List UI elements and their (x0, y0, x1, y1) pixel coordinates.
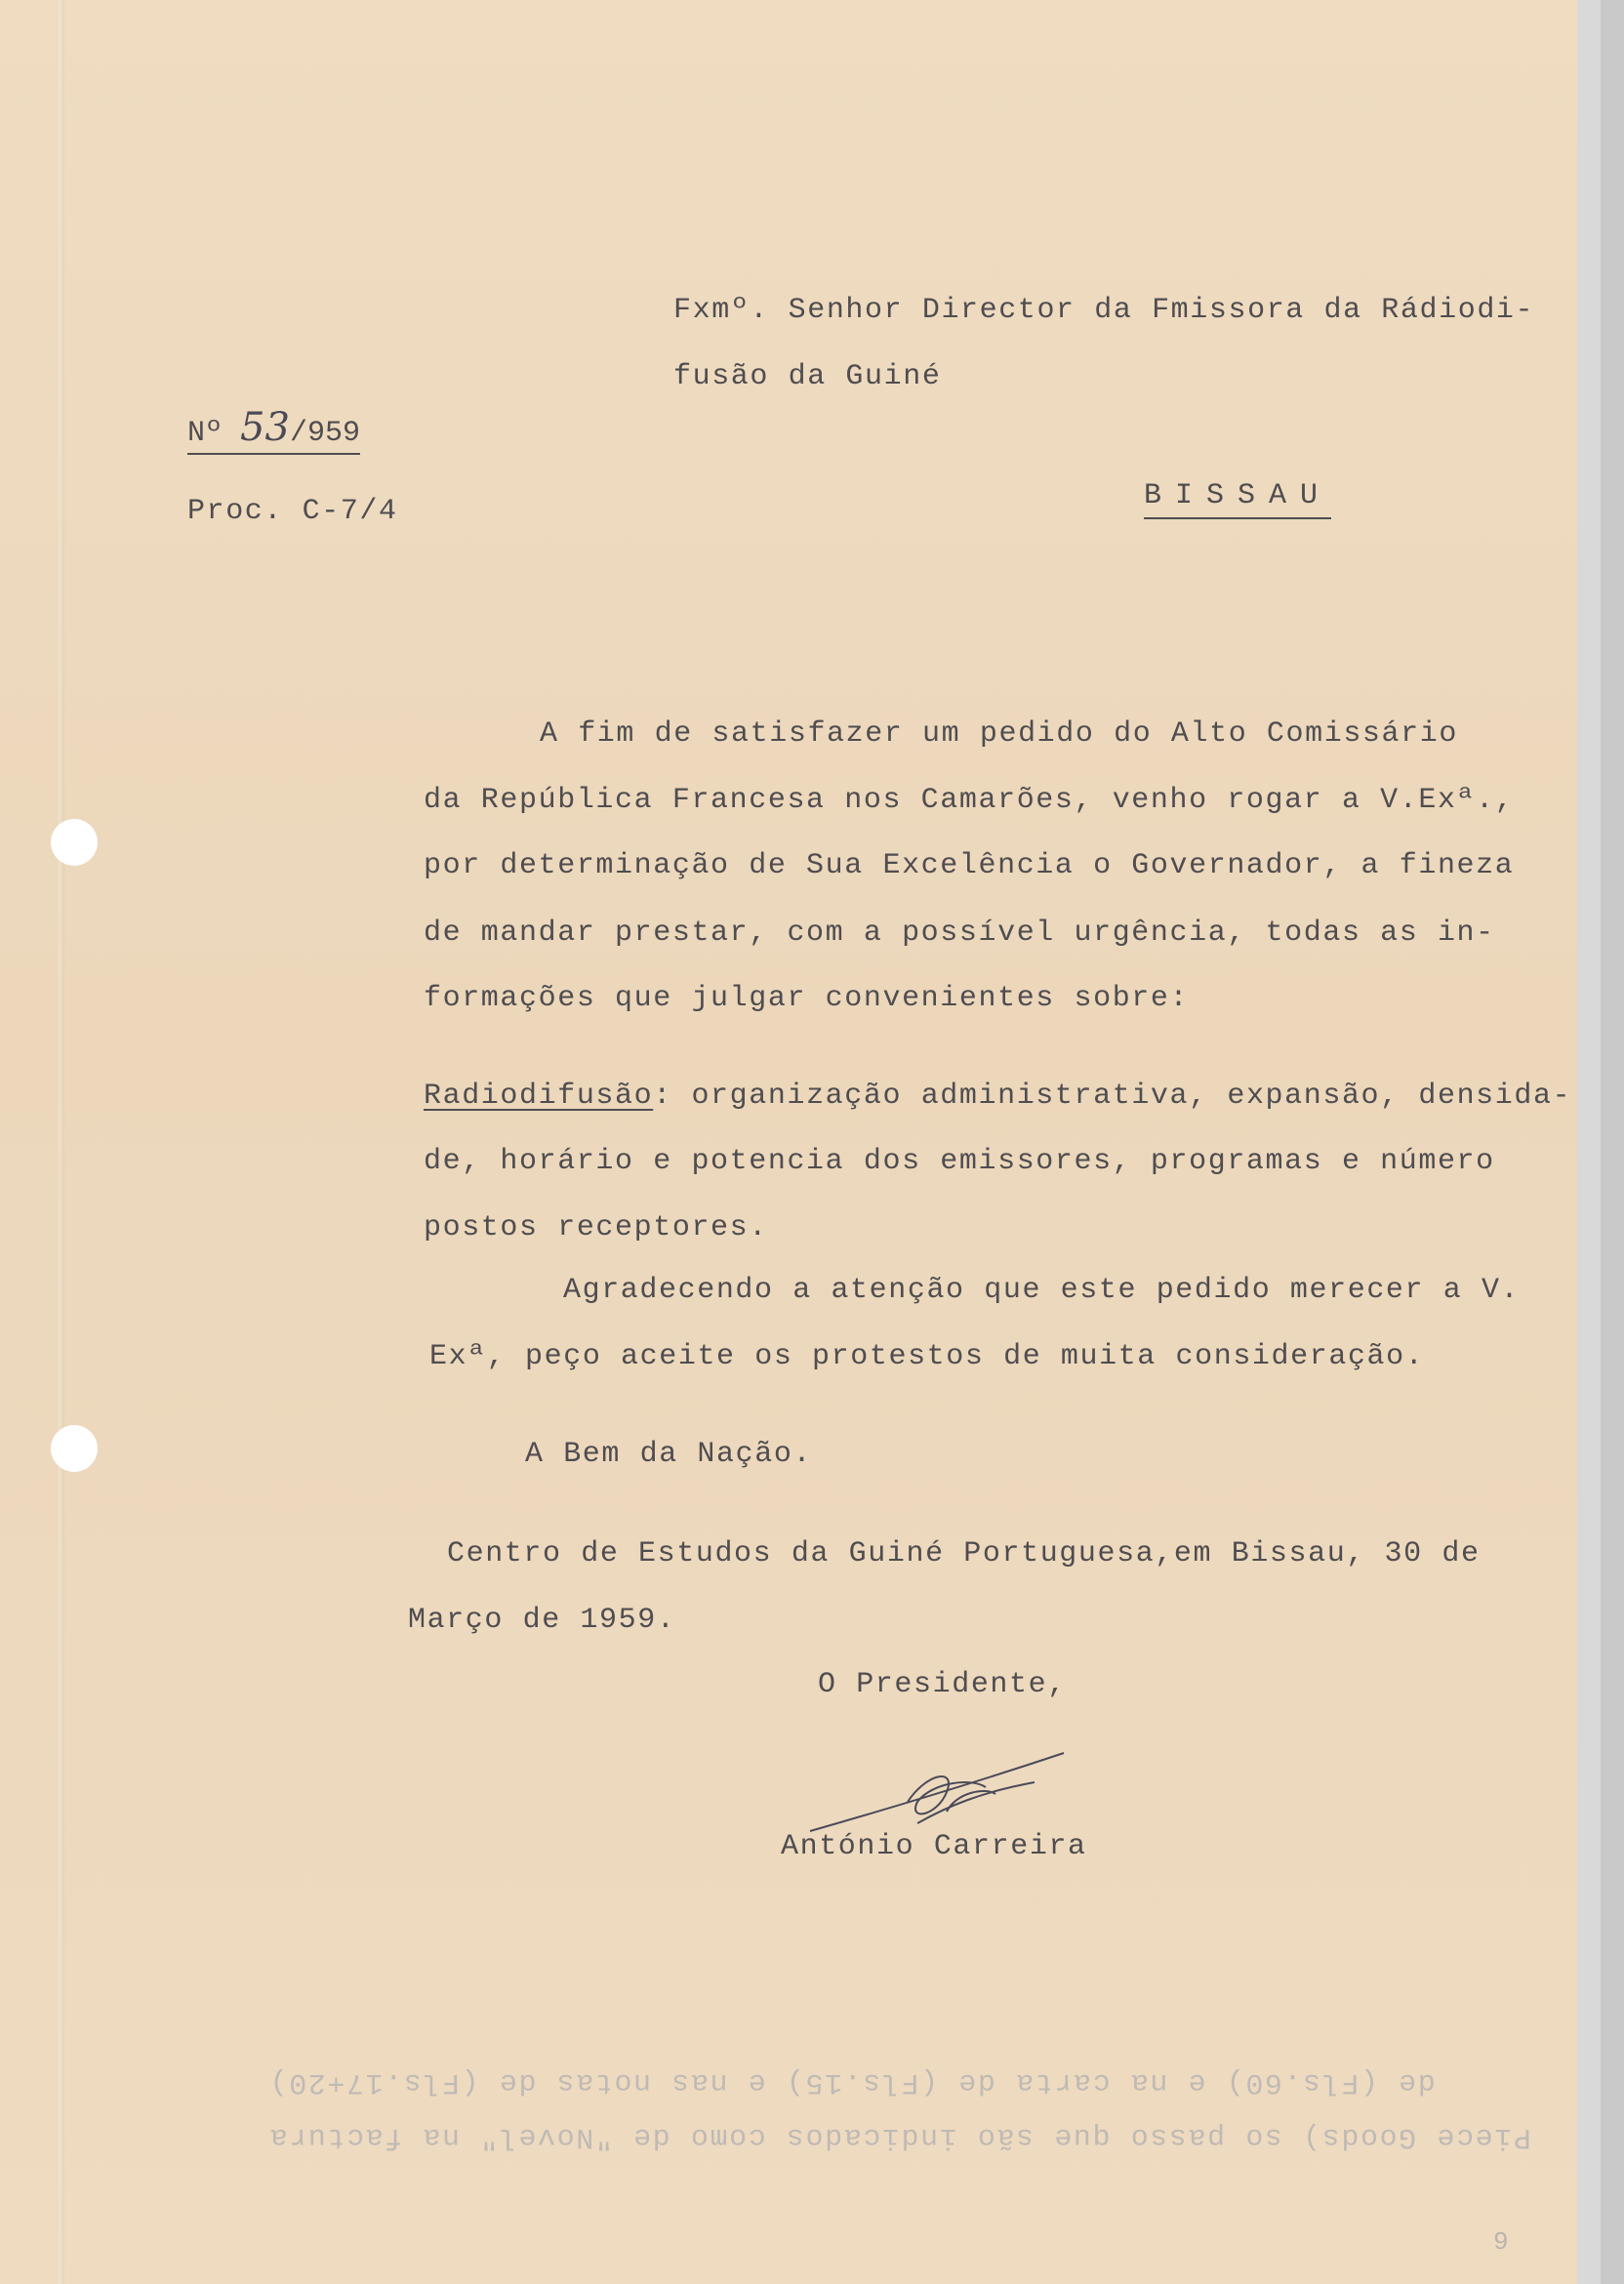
punch-hole-top (51, 819, 98, 866)
closing-salutation: A Bem da Nação. (525, 1438, 813, 1471)
topic-line (424, 1079, 1571, 1114)
punch-hole-bottom (51, 1425, 98, 1472)
body-line: formações que julgar convenientes sobre: (424, 982, 1190, 1015)
city-heading: BISSAU (1144, 478, 1331, 519)
topic-label: Radiodifusão (424, 1080, 654, 1113)
signatory-name: António Carreira (781, 1830, 1087, 1863)
body-line: de mandar prestar, com a possível urgência, todas as in- (424, 917, 1495, 950)
bleed-through-line: de (Fls.60) e na carta de (Fls.15) e nas notas de (Fls.17+20) (268, 2065, 1436, 2099)
topic-line: postos receptores. (424, 1211, 768, 1244)
paper-fold (59, 0, 64, 2284)
place-date-line: Centro de Estudos da Guiné Portuguesa,em Bissau, 30 de (447, 1537, 1481, 1570)
body-line: Exª, peço aceite os protestos de muita consideração. (429, 1340, 1425, 1373)
body-line: da República Francesa nos Camarões, venho rogar a V.Exª., (424, 784, 1515, 817)
bleed-through-line: Piece Goods) so passo que são indicados como de "Novel" na factura (268, 2120, 1531, 2153)
reference-number-prefix: Nº (187, 417, 223, 450)
place-date-line: Março de 1959. (408, 1604, 676, 1637)
reference-number (187, 405, 360, 455)
addressee-line-2: fusão da Guiné (673, 360, 942, 393)
process-reference: Proc. C-7/4 (187, 495, 398, 528)
body-line: A fim de satisfazer um pedido do Alto Comissário (540, 717, 1458, 751)
reference-number-handwritten: 53 (240, 405, 290, 450)
body-line: por determinação de Sua Excelência o Governador, a fineza (424, 849, 1515, 882)
addressee-line-1: Fxmº. Senhor Director da Fmissora da Rádiodi- (673, 294, 1535, 327)
topic-text: : organização administrativa, expansão, densida- (653, 1080, 1572, 1113)
reference-number-suffix: /959 (289, 417, 360, 450)
body-line: Agradecendo a atenção que este pedido merecer a V. (563, 1274, 1521, 1307)
scan-edge (1577, 0, 1601, 2284)
page-mark: 9 (1493, 2227, 1509, 2257)
signatory-title: O Presidente, (818, 1668, 1067, 1701)
topic-line: de, horário e potencia dos emissores, programas e número (424, 1145, 1495, 1178)
